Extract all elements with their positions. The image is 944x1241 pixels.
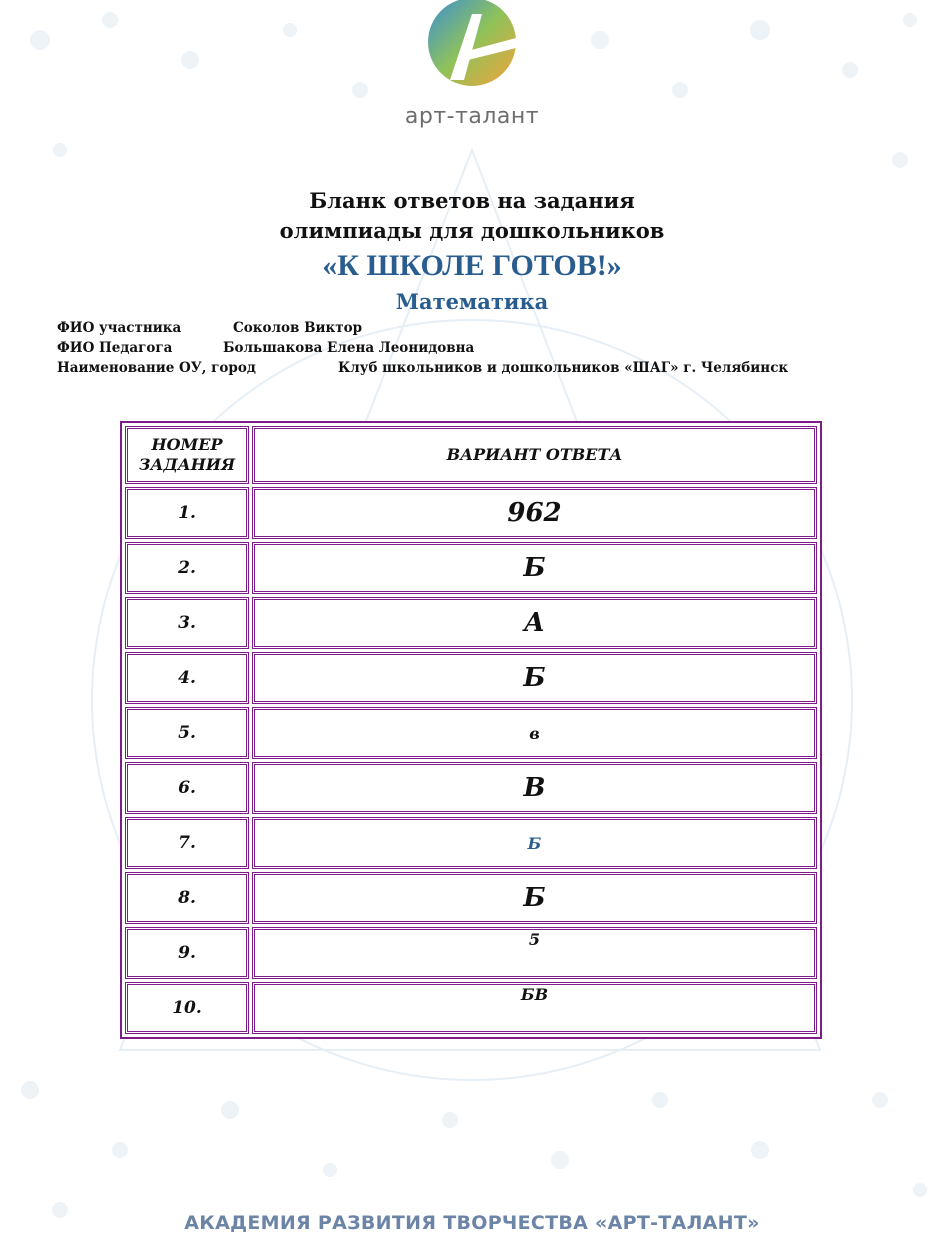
task-number: 9. [125,927,249,979]
answer-cell: Б [252,872,817,924]
answer-cell: Б [252,817,817,869]
table-row [125,982,817,1034]
table-row [125,597,817,649]
table-row [125,927,817,979]
table-row [125,817,817,869]
task-number: 10. [125,982,249,1034]
task-number: 8. [125,872,249,924]
answer-cell: Б [252,542,817,594]
subject-title: Математика [395,289,549,314]
logo-text: арт-талант [404,104,540,129]
table-row [125,487,817,539]
footer-academy-name: АКАДЕМИЯ РАЗВИТИЯ ТВОРЧЕСТВА «АРТ-ТАЛАНТ» [184,1212,760,1234]
org-label: Наименование ОУ, город [57,360,256,376]
table-row [125,542,817,594]
answer-cell: Б [252,652,817,704]
task-number: 4. [125,652,249,704]
participant-label: ФИО участника [57,320,182,336]
header-task-number: НОМЕР ЗАДАНИЯ [125,426,249,484]
task-number: 7. [125,817,249,869]
task-number: 3. [125,597,249,649]
table-row [125,762,817,814]
org-value: Клуб школьников и дошкольников «ШАГ» г. Челябинск [338,360,789,376]
answer-cell: в [252,707,817,759]
olympiad-name: «К ШКОЛЕ ГОТОВ!» [322,249,622,282]
heading-line-1: Бланк ответов на задания [309,188,635,213]
answer-cell: 962 [252,487,817,539]
answer-cell: 5 [252,927,817,979]
answer-cell: В [252,762,817,814]
header-answer-option: ВАРИАНТ ОТВЕТА [252,426,817,484]
task-number: 6. [125,762,249,814]
task-number: 5. [125,707,249,759]
task-number: 2. [125,542,249,594]
answers-table [120,421,822,1039]
participant-value: Соколов Виктор [233,320,363,336]
art-talant-logo [420,0,524,90]
heading [0,186,944,318]
answer-cell: А [252,597,817,649]
answer-cell: БВ [252,982,817,1034]
table-row [125,707,817,759]
heading-line-2: олимпиады для дошкольников [279,218,665,243]
teacher-value: Большакова Елена Леонидовна [223,340,475,356]
table-row [125,872,817,924]
teacher-label: ФИО Педагога [57,340,173,356]
table-row [125,652,817,704]
task-number: 1. [125,487,249,539]
table-header-row [125,426,817,484]
